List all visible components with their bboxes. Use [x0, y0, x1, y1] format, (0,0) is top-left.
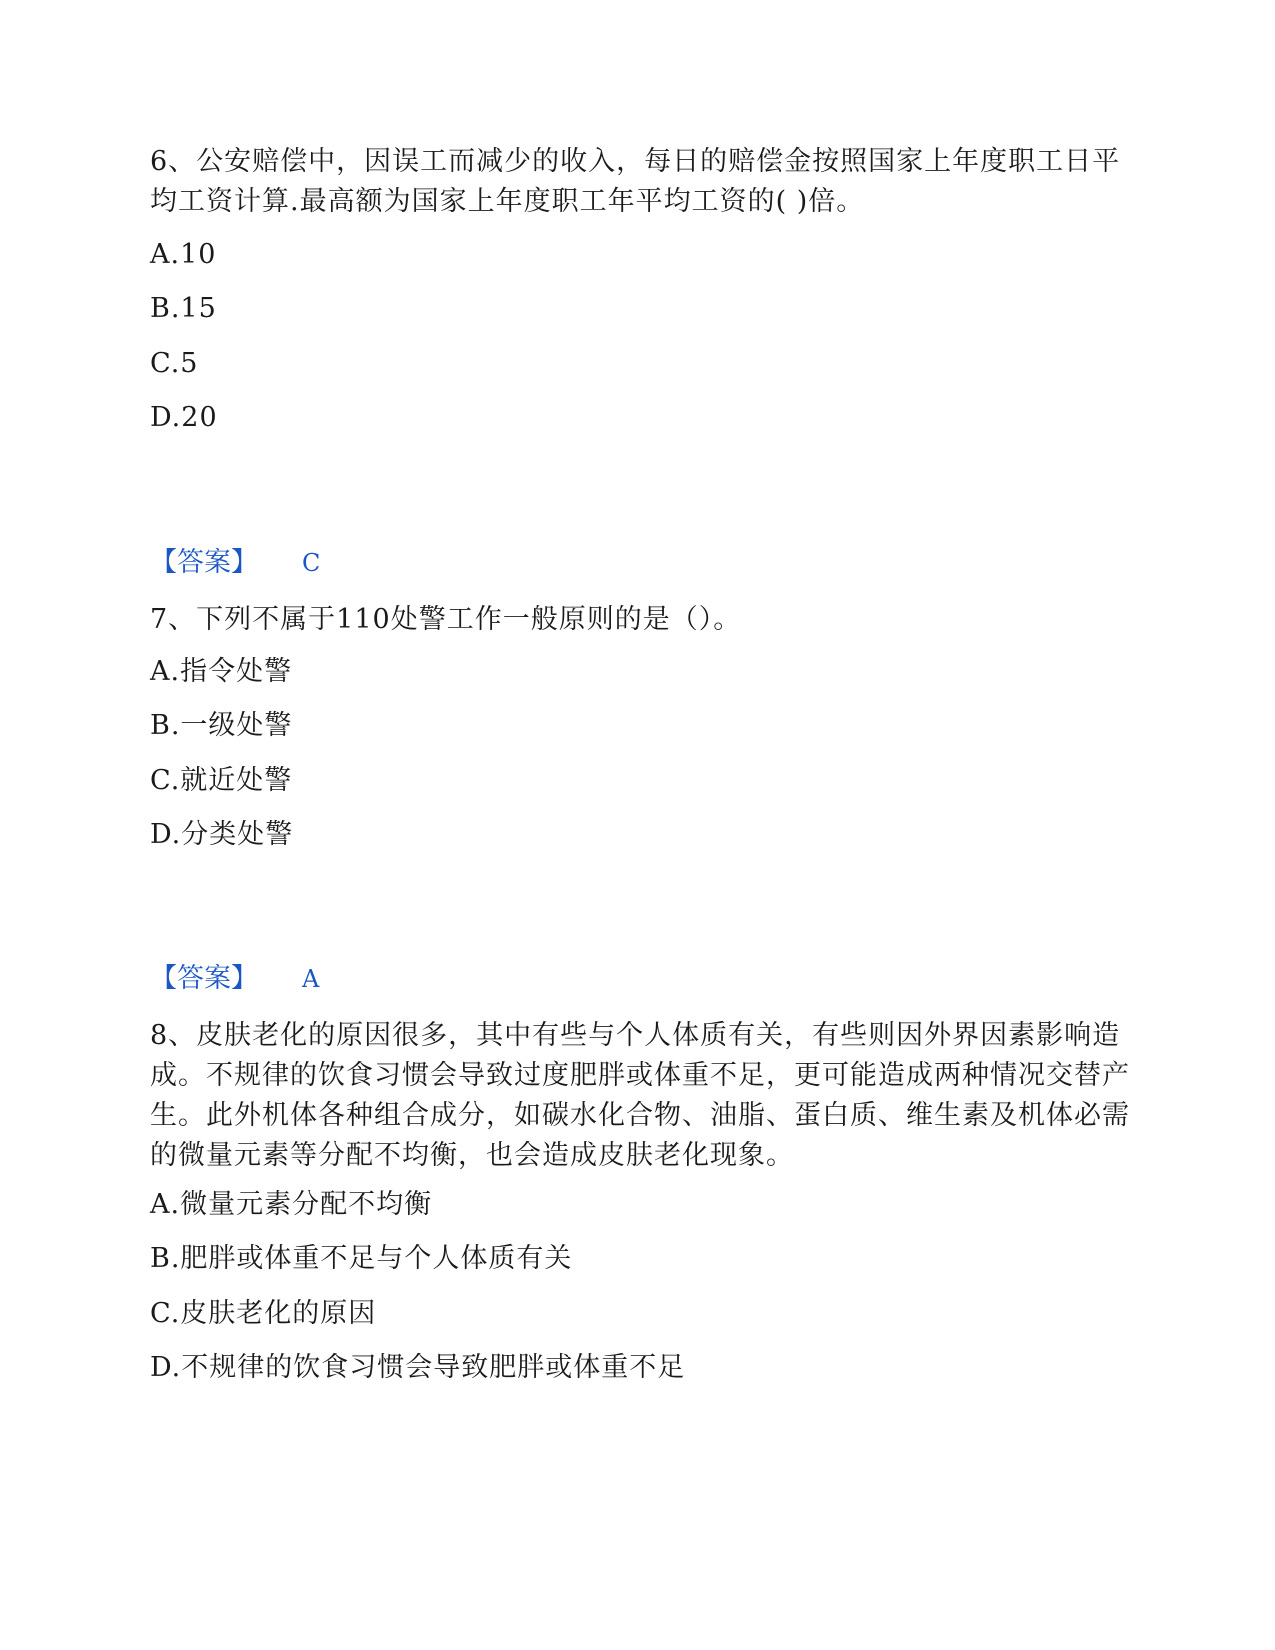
answer-value: A — [302, 965, 320, 993]
question-8-option-a: A.微量元素分配不均衡 — [150, 1189, 433, 1220]
answer-value: C — [302, 549, 321, 577]
answer-label: 【答案】 — [150, 963, 258, 994]
question-6-option-b: B.15 — [150, 293, 217, 324]
question-6-option-c: C.5 — [150, 348, 199, 379]
question-8-option-c: C.皮肤老化的原因 — [150, 1298, 377, 1329]
answer-7 — [150, 961, 319, 997]
answer-6 — [150, 545, 320, 581]
question-8-stem: 8、皮肤老化的原因很多，其中有些与个人体质有关，有些则因外界因素影响造成。不规律的饮食习惯会导致过度肥胖或体重不足，更可能造成两种情况交替产生。此外机体各种组合成分，如碳水化合物、油脂、蛋白质、维生素及机体必需的微量元素等分配不均衡，也会造成皮肤老化现象。 — [150, 1020, 1130, 1171]
question-7-option-d: D.分类处警 — [150, 819, 294, 850]
question-8-option-b: B.肥胖或体重不足与个人体质有关 — [150, 1243, 573, 1274]
question-7-option-a: A.指令处警 — [150, 656, 293, 687]
question-6-option-d: D.20 — [150, 402, 218, 433]
question-7-option-c: C.就近处警 — [150, 765, 293, 796]
answer-label: 【答案】 — [150, 547, 258, 578]
question-7-stem: 7、下列不属于110处警工作一般原则的是（）。 — [150, 604, 742, 635]
question-6-stem: 6、公安赔偿中，因误工而减少的收入，每日的赔偿金按照国家上年度职工日平均工资计算.最高额为国家上年度职工年平均工资的( )倍。 — [150, 146, 1121, 217]
question-8-option-d: D.不规律的饮食习惯会导致肥胖或体重不足 — [150, 1352, 686, 1383]
question-7-option-b: B.一级处警 — [150, 710, 293, 741]
question-6-option-a: A.10 — [150, 239, 217, 270]
